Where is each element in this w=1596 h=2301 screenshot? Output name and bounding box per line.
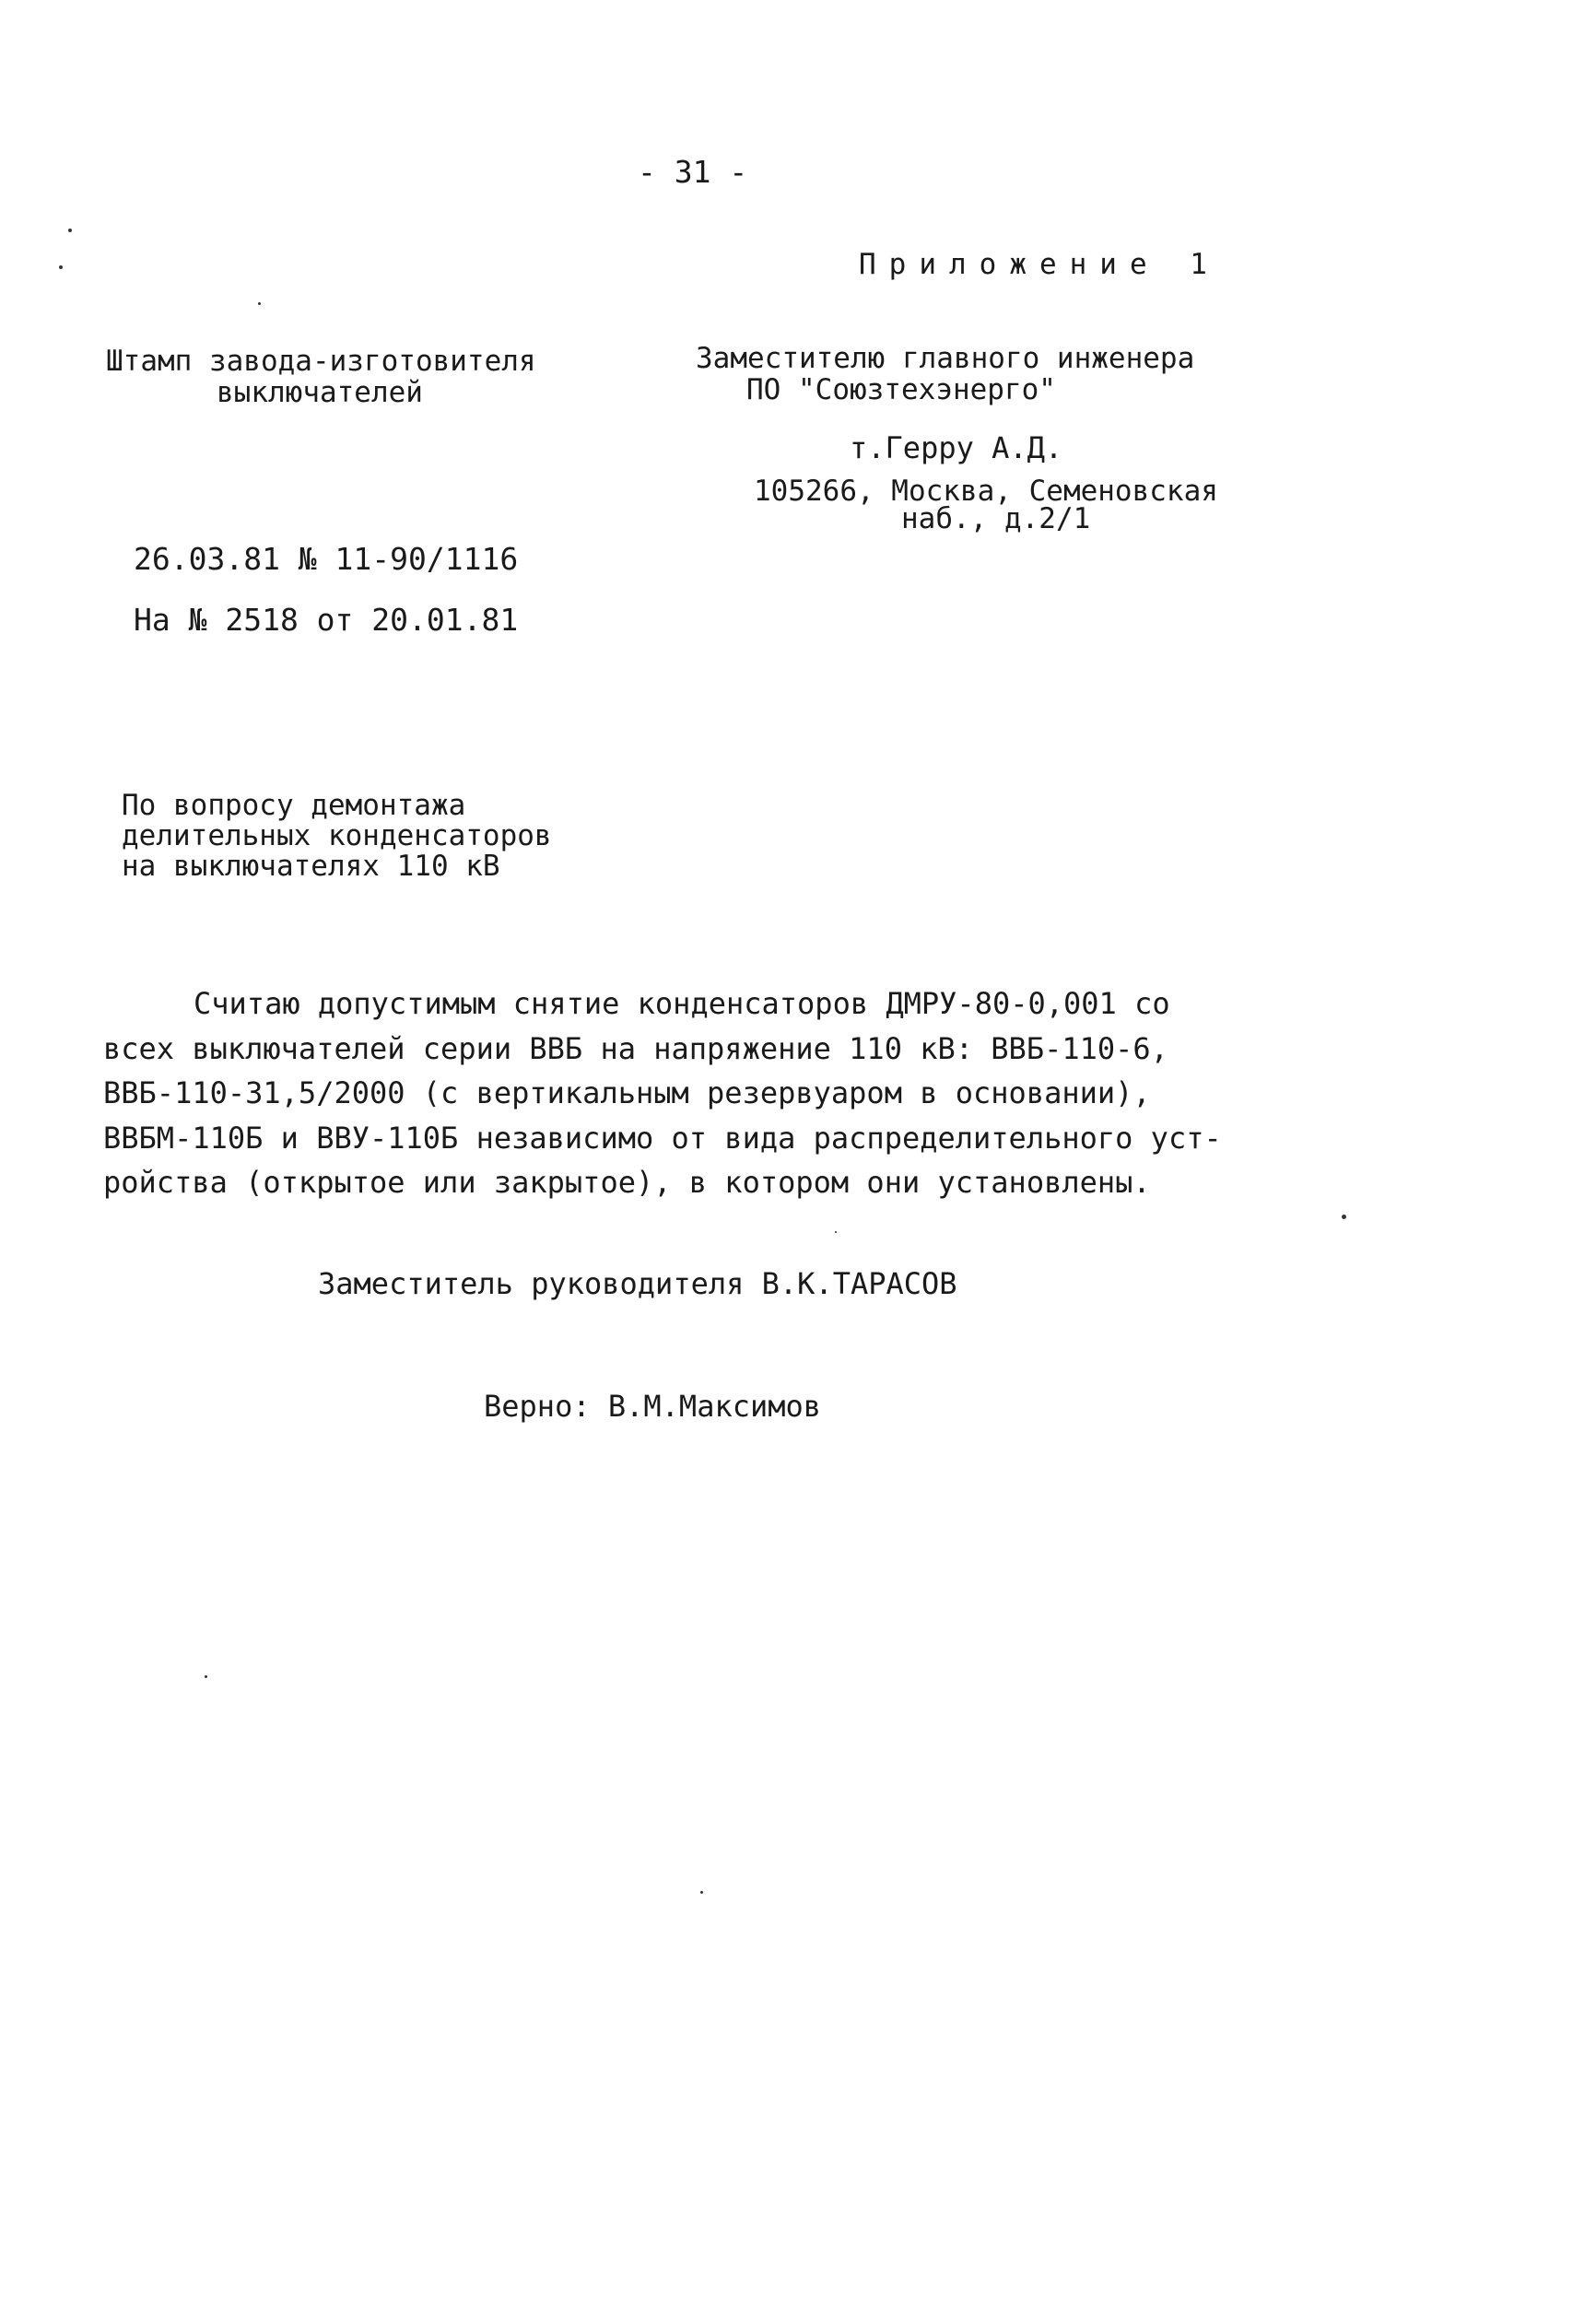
subject-line: По вопросу демонтажа (122, 789, 466, 822)
scan-speck (1342, 1215, 1346, 1219)
body-line: ВВБ-110-31,5/2000 (с вертикальным резервуаром в основании), (103, 1075, 1151, 1110)
letter-body (103, 981, 1222, 1205)
recipient-name: т.Герру А.Д. (850, 430, 1063, 465)
addressee-line: Заместителю главного инженера (696, 342, 1195, 375)
appendix-label: Приложение 1 (859, 248, 1220, 281)
scan-speck (700, 1891, 703, 1894)
incoming-reference: На № 2518 от 20.01.81 (134, 602, 519, 638)
scan-speck (59, 265, 63, 269)
page-number: - 31 - (638, 154, 748, 190)
signature-line: Заместитель руководителя В.К.ТАРАСОВ (318, 1266, 957, 1301)
outgoing-reference: 26.03.81 № 11-90/1116 (134, 541, 519, 577)
scan-speck (258, 302, 261, 305)
manufacturer-stamp (106, 346, 536, 408)
scan-speck (68, 229, 72, 232)
body-line: всех выключателей серии ВВБ на напряжение 110 кВ: ВВБ-110-6, (103, 1030, 1168, 1066)
subject-line: делительных конденсаторов (122, 819, 552, 852)
subject-line: на выключателях 110 кВ (122, 850, 500, 883)
scan-speck (835, 1231, 837, 1233)
certified-copy-line: Верно: В.М.Максимов (484, 1389, 822, 1424)
subject-block (122, 791, 552, 882)
body-line: ВВБМ-110Б и ВВУ-110Б независимо от вида распределительного уст- (103, 1120, 1222, 1156)
stamp-line: Штамп завода-изготовителя (106, 345, 536, 378)
addressee-line: ПО "Союзтехэнерго" (746, 373, 1056, 406)
address-line: наб., д.2/1 (901, 502, 1091, 535)
body-line: ройства (открытое или закрытое), в котором они установлены. (103, 1165, 1151, 1200)
stamp-line: выключателей (217, 376, 423, 409)
recipient-address (754, 477, 1218, 533)
body-line: Считаю допустимым снятие конденсаторов ДМРУ-80-0,001 со (194, 986, 1170, 1021)
addressee-block (696, 343, 1194, 405)
address-line: 105266, Москва, Семеновская (754, 475, 1218, 508)
scan-speck (205, 1675, 207, 1678)
